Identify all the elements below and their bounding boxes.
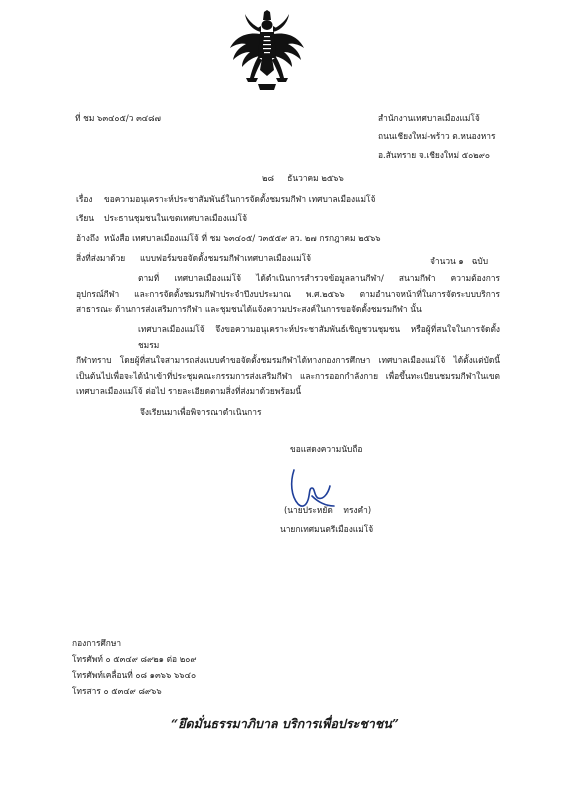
garuda-emblem-icon (228, 10, 306, 92)
office-name: สำนักงานเทศบาลเมืองแม่โจ้ (378, 113, 480, 123)
phone-number: โทรศัพท์ ๐ ๕๓๔๙ ๘๙๒๑ ต่อ ๒๐๙ (72, 654, 197, 664)
paragraph-1-line-3: สาธารณะ ด้านการส่งเสริมการกีฬา และชุมชนได้แจ้งความประสงค์ในการขอจัดตั้งชมรมกีฬา นั้น (76, 304, 422, 314)
signatory-position: นายกเทศมนตรีเมืองแม่โจ้ (280, 524, 374, 534)
enclosure-text: แบบฟอร์มขอจัดตั้งชมรมกีฬาเทศบาลเมืองแม่โจ้ (140, 253, 312, 263)
office-address-street: ถนนเชียงใหม่-พร้าว ต.หนองหาร (378, 131, 496, 141)
paragraph-2-line-1: เทศบาลเมืองแม่โจ้ จึงขอความอนุเคราะห์ประชาสัมพันธ์เชิญชวนชุมชน หรือผู้ที่สนใจในการจัดตั้งชมรม (138, 324, 500, 350)
enclosure-label: สิ่งที่ส่งมาด้วย (76, 253, 126, 263)
recipient-text: ประธานชุมชนในเขตเทศบาลเมืองแม่โจ้ (104, 213, 247, 223)
department-name: กองการศึกษา (72, 638, 122, 648)
letter-date: ๒๘ ธันวาคม ๒๕๖๖ (262, 173, 344, 183)
closing-line: จึงเรียนมาเพื่อพิจารณาดำเนินการ (140, 407, 262, 417)
fax-number: โทรสาร ๐ ๕๓๔๙ ๘๙๖๖ (72, 686, 162, 696)
paragraph-1-line-1: ตามที่ เทศบาลเมืองแม่โจ้ ได้ดำเนินการสำรวจข้อมูลลานกีฬา/ สนามกีฬา ความต้องการ (138, 273, 500, 283)
reference-number: ที่ ชม ๖๓๔๐๕/ว ๓๔๘๗ (75, 113, 161, 123)
subject-text: ขอความอนุเคราะห์ประชาสัมพันธ์ในการจัดตั้งชมรมกีฬา เทศบาลเมืองแม่โจ้ (104, 194, 376, 204)
paragraph-2-line-3: เป็นต้นไปเพื่อจะได้นำเข้าที่ประชุมคณะกรรมการส่งเสริมกีฬา และการออกกำลังกาย เพื่อขึ้นทะเบียนชมรมกีฬาในเขต (76, 370, 500, 381)
recipient-label: เรียน (76, 213, 94, 223)
subject-label: เรื่อง (76, 194, 93, 204)
reference-label: อ้างถึง (76, 233, 99, 243)
reference-text: หนังสือ เทศบาลเมืองแม่โจ้ ที่ ชม ๖๓๔๐๕/ ว๓๕๕๙ ลว. ๒๗ กรกฎาคม ๒๕๖๖ (104, 233, 381, 243)
organization-motto: “ยึดมั่นธรรมาภิบาล บริการเพื่อประชาชน” (171, 716, 399, 731)
enclosure-quantity: จำนวน ๑ ฉบับ (430, 256, 489, 266)
paragraph-2-line-4: เทศบาลเมืองแม่โจ้ ต่อไป รายละเอียดตามสิ่งที่ส่งมาด้วยพร้อมนี้ (76, 386, 302, 396)
paragraph-1 (76, 271, 500, 318)
respect-line: ขอแสดงความนับถือ (290, 444, 363, 454)
paragraph-1-line-2: อุปกรณ์กีฬา และการจัดตั้งชมรมกีฬาประจำปีงบประมาณ พ.ศ.๒๕๖๖ ตามอำนาจหน้าที่ในการจัดระบบบริการ (76, 288, 500, 299)
paragraph-2 (76, 322, 500, 400)
paragraph-2-line-2: กีฬาทราบ โดยผู้ที่สนใจสามารถส่งแบบคำขอจัดตั้งชมรมกีฬาได้ทางกองการศึกษา เทศบาลเมืองแม่โจ้ ได้ตั้งแต่บัดนี้ (76, 355, 500, 365)
office-address-district: อ.สันทราย จ.เชียงใหม่ ๕๐๒๙๐ (378, 150, 490, 160)
signatory-name: (นายประหยัด ทรงคำ) (284, 505, 372, 515)
mobile-number: โทรศัพท์เคลื่อนที่ ๐๘ ๑๓๖๖ ๖๖๔๐ (72, 670, 197, 680)
